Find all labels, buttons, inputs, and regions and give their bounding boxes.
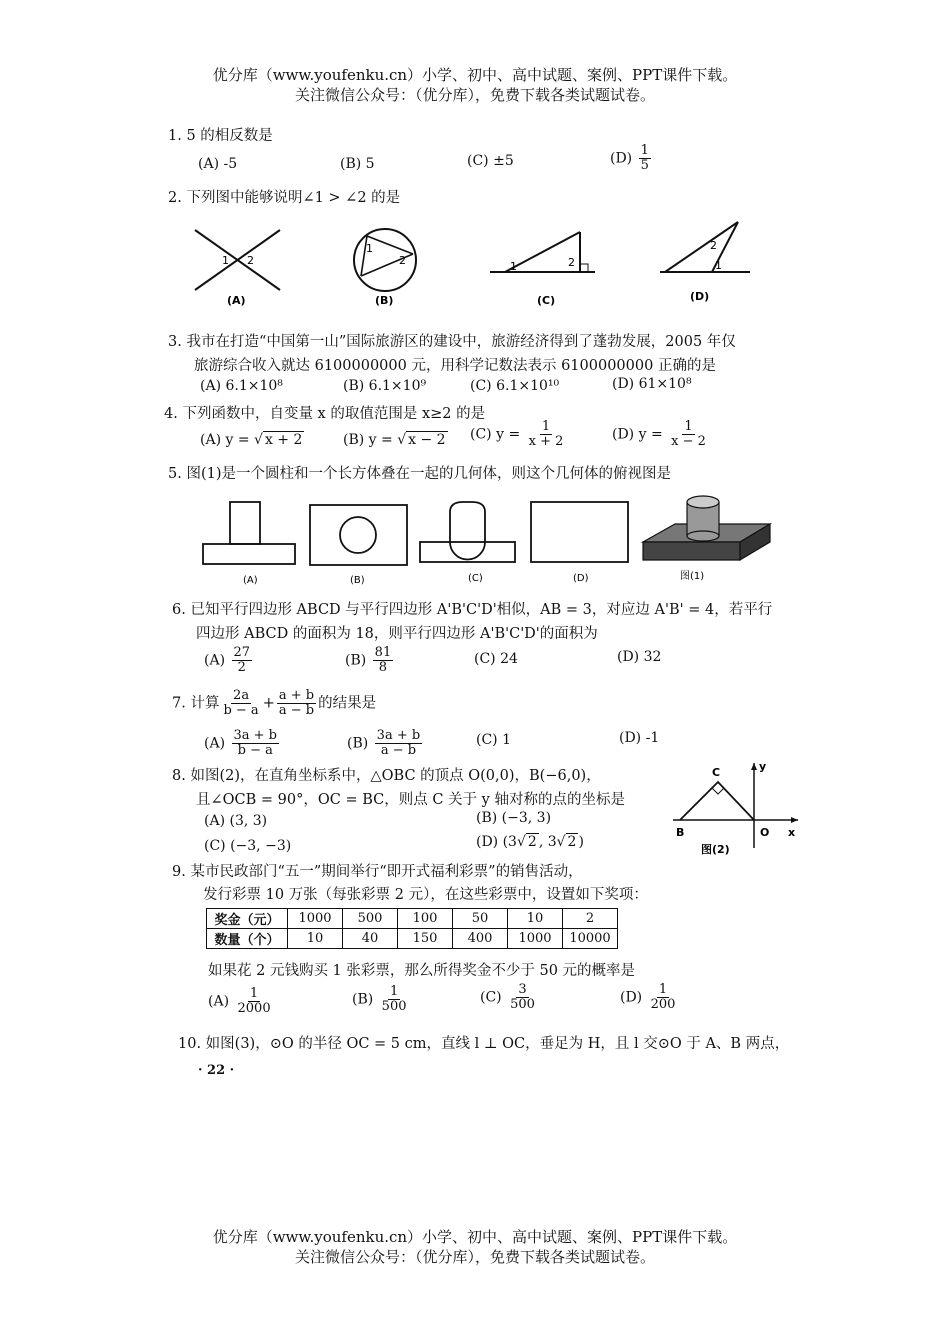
q9-a-label: (A) — [208, 993, 230, 1010]
q5-label-figure1: 图(1) — [680, 571, 705, 582]
q7-option-b — [347, 729, 424, 758]
q9-line2: 发行彩票 10 万张（每张彩票 2 元），在这些彩票中，设置如下奖项： — [203, 887, 648, 903]
q1-stem: 1. 5 的相反数是 — [168, 128, 273, 144]
q1-option-d — [610, 144, 653, 173]
q4-d-num: 1 — [684, 419, 693, 434]
q6-option-c: (C) 24 — [474, 651, 518, 667]
q4-c-den: x + 2 — [528, 434, 564, 449]
q9-option-d — [620, 983, 679, 1012]
q7-option-c: (C) 1 — [476, 732, 511, 748]
q6-a-num: 27 — [233, 645, 251, 660]
q9-row1-header: 奖金（元） — [207, 909, 288, 929]
q9-table-row-prizes — [207, 909, 618, 929]
q2-b-angle1: 1 — [366, 242, 373, 255]
q9-line1: 9. 某市民政部门“五一”期间举行“即开式福利彩票”的销售活动， — [172, 864, 583, 880]
header-line-1: 优分库（www.youfenku.cn）小学、初中、高中试题、案例、PPT课件下载。 — [212, 66, 738, 84]
q8-line2: 且∠OCB = 90°，OC = BC，则点 C 关于 y 轴对称的点的坐标是 — [196, 792, 625, 808]
q8-d-rad1: 2 — [527, 834, 537, 850]
q6-b-label: (B) — [345, 652, 367, 669]
q9-count-cell: 400 — [453, 929, 508, 949]
q2-figure-a — [195, 230, 280, 290]
q9-count-cell: 10000 — [563, 929, 618, 949]
q4-b-label: (B) y = — [343, 432, 393, 448]
q9-option-b — [352, 985, 411, 1014]
q6-option-a — [204, 646, 254, 675]
q9-prize-cell: 100 — [398, 909, 453, 929]
q4-c-fraction — [527, 420, 566, 449]
q5-view-b — [310, 505, 407, 565]
q2-a-angle1: 1 — [222, 254, 229, 267]
q8-option-a: (A) (3, 3) — [204, 813, 268, 829]
q9-d-label: (D) — [620, 989, 643, 1006]
q8-d-end: ) — [578, 834, 584, 850]
q3-option-c: (C) 6.1×10¹⁰ — [470, 378, 560, 394]
q3-line2: 旅游综合收入就达 6100000000 元，用科学记数法表示 6100000000 正确的是 — [194, 358, 716, 374]
q9-d-fraction — [649, 983, 678, 1012]
page-number: · 22 · — [198, 1063, 235, 1078]
q2-label-c: (C) — [537, 294, 556, 307]
q7-b-fraction — [375, 729, 423, 758]
q5-figures — [195, 490, 775, 585]
q4-d-fraction — [669, 420, 708, 449]
q4-c-label: (C) y = — [470, 426, 521, 443]
q2-figure-d — [660, 222, 750, 272]
q7-a-label: (A) — [204, 735, 226, 752]
q8-label-o: O — [760, 826, 770, 839]
q2-c-angle2: 2 — [568, 256, 575, 269]
q7-b-label: (B) — [347, 735, 369, 752]
q8-label-b: B — [676, 826, 685, 839]
q7-a-fraction — [232, 729, 280, 758]
q8-d-rad2: 2 — [567, 834, 577, 850]
q7-option-a — [204, 729, 281, 758]
q4-option-d — [612, 420, 710, 449]
q9-b-fraction — [380, 985, 409, 1014]
q4-b-radicand: x − 2 — [408, 432, 446, 448]
q4-option-b: (B) y = √ x − 2 — [343, 432, 446, 448]
q8-d-mid: , 3 — [538, 834, 557, 850]
q9-a-num: 1 — [249, 986, 259, 1001]
q2-figure-b — [354, 229, 416, 291]
q9-prize-cell: 50 — [453, 909, 508, 929]
q8-option-c: (C) (−3, −3) — [204, 838, 292, 854]
q7-a-num: 3a + b — [233, 728, 278, 743]
q4-c-num: 1 — [541, 419, 551, 434]
q6-a-label: (A) — [204, 652, 226, 669]
q9-table-row-counts — [207, 929, 618, 949]
q8-caption: 图(2) — [701, 843, 730, 856]
q7-b-den: a − b — [380, 743, 417, 758]
q9-prize-table — [206, 908, 618, 949]
q6-b-fraction — [373, 646, 394, 675]
q8-line1: 8. 如图(2)，在直角坐标系中，△OBC 的顶点 O(0,0)，B(−6,0)， — [172, 768, 601, 784]
q2-label-a: (A) — [227, 294, 246, 307]
q6-a-den: 2 — [237, 660, 246, 675]
q6-option-b — [345, 646, 395, 675]
q9-b-label: (B) — [352, 991, 374, 1008]
q7-prefix: 7. 计算 — [172, 695, 220, 712]
q7-a-den: b − a — [237, 743, 273, 758]
q4-a-label: (A) y = — [200, 432, 250, 448]
q2-stem: 2. 下列图中能够说明∠1 > ∠2 的是 — [168, 190, 401, 206]
q3-line1: 3. 我市在打造“中国第一山”国际旅游区的建设中，旅游经济得到了蓬勃发展，2005 年仅 — [168, 334, 736, 350]
q5-label-d: (D) — [573, 573, 589, 584]
q3-option-a: (A) 6.1×10⁸ — [200, 378, 283, 394]
q2-d-angle2: 2 — [710, 239, 717, 252]
q2-a-angle2: 2 — [247, 254, 254, 267]
q9-d-num: 1 — [658, 982, 668, 997]
q3-option-d: (D) 61×10⁸ — [612, 376, 692, 392]
header-line-2: 关注微信公众号：（优分库），免费下载各类试题试卷。 — [294, 86, 655, 104]
q4-option-c — [470, 420, 567, 449]
q2-label-b: (B) — [375, 294, 394, 307]
q4-d-den: x − 2 — [671, 434, 706, 449]
q1-d-fraction — [639, 144, 651, 173]
q6-b-num: 81 — [374, 645, 392, 660]
q9-a-den: 2000 — [237, 1001, 271, 1016]
q6-b-den: 8 — [378, 660, 388, 675]
q7-f2-den: a − b — [278, 703, 315, 718]
q5-label-c: (C) — [468, 573, 483, 584]
q2-c-angle1: 1 — [510, 260, 517, 273]
q10-line1: 10. 如图(3)，⊙O 的半径 OC = 5 cm，直线 l ⊥ OC，垂足为 H，且 l 交⊙O 于 A、B 两点， — [178, 1036, 790, 1052]
q9-a-fraction — [236, 987, 273, 1016]
q6-line1: 6. 已知平行四边形 ABCD 与平行四边形 A'B'C'D'相似，AB = 3，对应边 A'B' = 4，若平行 — [172, 602, 773, 618]
q5-solid-figure — [643, 496, 770, 560]
q1-d-num: 1 — [640, 143, 649, 158]
q4-stem: 4. 下列函数中，自变量 x 的取值范围是 x≥2 的是 — [164, 406, 486, 422]
q9-c-fraction — [508, 983, 537, 1012]
q7-fraction-2 — [277, 689, 316, 718]
q2-b-angle2: 2 — [399, 254, 406, 267]
q4-option-a: (A) y = √ x + 2 — [200, 432, 303, 448]
q6-a-fraction — [232, 646, 253, 675]
q5-label-b: (B) — [350, 575, 365, 585]
q9-count-cell: 150 — [398, 929, 453, 949]
q8-label-y: y — [759, 760, 767, 773]
q5-view-c — [420, 502, 515, 562]
q9-count-cell: 1000 — [508, 929, 563, 949]
q7-plus: + — [262, 695, 275, 712]
q7-b-num: 3a + b — [376, 728, 421, 743]
q9-option-a — [208, 987, 275, 1016]
q9-row2-header: 数量（个） — [207, 929, 288, 949]
q4-a-radicand: x + 2 — [264, 432, 303, 448]
q9-c-label: (C) — [480, 989, 502, 1006]
q2-figure-c — [490, 232, 595, 273]
q9-prize-cell: 500 — [343, 909, 398, 929]
q1-d-den: 5 — [640, 158, 649, 173]
q9-b-num: 1 — [389, 984, 399, 999]
q6-line2: 四边形 ABCD 的面积为 18，则平行四边形 A'B'C'D'的面积为 — [196, 626, 598, 642]
q7-option-d: (D) -1 — [619, 730, 660, 746]
q9-prize-cell: 2 — [563, 909, 618, 929]
footer-line-2: 关注微信公众号：（优分库），免费下载各类试题试卷。 — [294, 1248, 655, 1266]
q8-coordinate-figure — [668, 758, 808, 858]
q5-view-d — [531, 502, 628, 562]
q8-d-label: (D) (3 — [476, 834, 517, 850]
q7-f1-num: 2a — [233, 688, 250, 703]
q9-c-num: 3 — [518, 982, 527, 997]
q9-option-c — [480, 983, 539, 1012]
q9-line3: 如果花 2 元钱购买 1 张彩票，那么所得奖金不少于 50 元的概率是 — [208, 963, 636, 979]
q7-f1-den: b − a — [223, 703, 259, 718]
q4-d-label: (D) y = — [612, 426, 663, 443]
q6-option-d: (D) 32 — [617, 649, 662, 665]
q2-label-d: (D) — [690, 290, 710, 303]
q7-suffix: 的结果是 — [318, 695, 377, 712]
q8-option-d: (D) (3√ 2 , 3√ 2 ) — [476, 834, 584, 850]
q8-label-c: C — [712, 766, 721, 779]
q8-label-x: x — [788, 826, 796, 839]
q7-stem — [172, 689, 376, 718]
q5-stem: 5. 图(1)是一个圆柱和一个长方体叠在一起的几何体，则这个几何体的俯视图是 — [168, 466, 671, 482]
q7-fraction-1 — [221, 689, 260, 718]
q9-count-cell: 40 — [343, 929, 398, 949]
q5-view-a — [203, 502, 295, 564]
q9-prize-cell: 1000 — [288, 909, 343, 929]
footer-line-1: 优分库（www.youfenku.cn）小学、初中、高中试题、案例、PPT课件下载。 — [212, 1228, 738, 1246]
q1-option-b: (B) 5 — [340, 156, 375, 172]
q9-b-den: 500 — [381, 999, 407, 1014]
q2-figures — [185, 212, 785, 312]
q7-f2-num: a + b — [278, 688, 315, 703]
q9-d-den: 200 — [650, 997, 676, 1012]
q1-option-c: (C) ±5 — [467, 153, 514, 169]
q3-option-b: (B) 6.1×10⁹ — [343, 378, 427, 394]
q1-option-a: (A) -5 — [198, 156, 238, 172]
q9-c-den: 500 — [510, 997, 535, 1012]
q5-label-a: (A) — [243, 575, 258, 585]
q1-d-label: (D) — [610, 150, 633, 167]
q9-count-cell: 10 — [288, 929, 343, 949]
q2-d-angle1: 1 — [715, 259, 722, 272]
q9-prize-cell: 10 — [508, 909, 563, 929]
q8-option-b: (B) (−3, 3) — [476, 810, 552, 826]
